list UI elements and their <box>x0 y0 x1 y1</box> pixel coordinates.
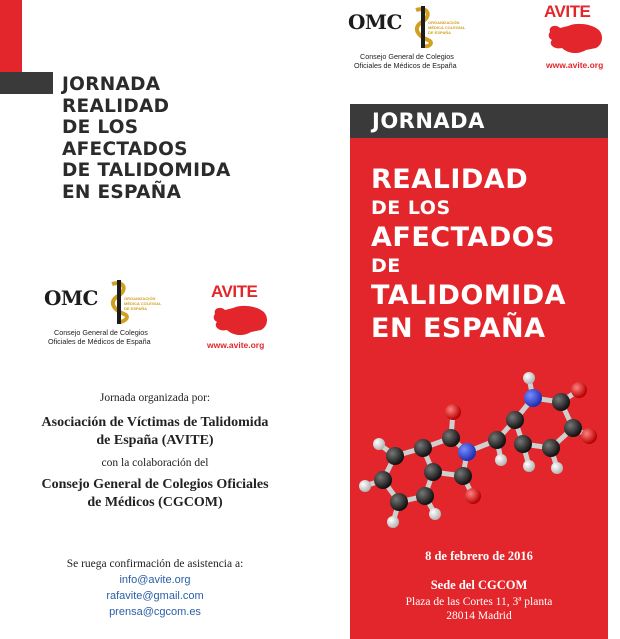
panel-title-line: DE LOS <box>371 197 451 219</box>
panel-title-line: EN ESPAÑA <box>371 313 546 344</box>
organized-by-label: Jornada organizada por: <box>99 392 211 404</box>
panel-title-line: TALIDOMIDA <box>371 280 567 311</box>
avite-figure-icon <box>209 304 273 338</box>
omc-caption-line: Consejo General de Colegios <box>360 52 454 61</box>
omc-logo-word: OMC <box>348 10 402 34</box>
omc-tagline: ORGANIZACIÓN MÉDICA COLEGIAL DE ESPAÑA <box>124 296 162 311</box>
email-link[interactable]: rafavite@gmail.com <box>106 590 204 602</box>
contact-block <box>0 558 310 620</box>
omc-logo-word: OMC <box>44 286 98 310</box>
left-title <box>62 74 231 203</box>
omc-logo-left <box>44 280 164 346</box>
left-title-line: EN ESPAÑA <box>62 181 182 203</box>
corner-red-band <box>0 0 22 72</box>
panel-title <box>371 166 566 348</box>
omc-tagline: ORGANIZACIÓN MÉDICA COLEGIAL DE ESPAÑA <box>428 20 466 35</box>
omc-logo-top <box>348 6 468 70</box>
collaborator-cgcom-line: Consejo General de Colegios Oficiales <box>41 477 269 492</box>
avite-url: www.avite.org <box>207 340 265 350</box>
left-title-line: REALIDAD <box>62 95 170 117</box>
omc-caption-line: Consejo General de Colegios <box>54 328 148 337</box>
panel-title-line: AFECTADOS <box>371 222 556 253</box>
left-title-line: AFECTADOS <box>62 138 188 160</box>
event-address-line: Plaza de las Cortes 11, 3ª planta <box>405 596 553 608</box>
omc-caption-line: Oficiales de Médicos de España <box>48 337 151 346</box>
avite-logo-word: AVITE <box>211 282 258 301</box>
avite-logo-top <box>540 2 612 70</box>
confirm-label: Se ruega confirmación de asistencia a: <box>66 558 244 570</box>
panel-title-line: DE <box>371 255 401 277</box>
avite-figure-icon <box>546 22 606 56</box>
organizers-block <box>0 392 310 512</box>
event-panel-header <box>350 104 608 138</box>
event-address-line: 28014 Madrid <box>446 610 512 622</box>
event-details <box>350 549 608 623</box>
organizer-avite-line: de España (AVITE) <box>96 433 214 448</box>
email-link[interactable]: info@avite.org <box>119 574 191 586</box>
email-link[interactable]: prensa@cgcom.es <box>109 606 201 618</box>
panel-header-label: JORNADA <box>372 109 485 133</box>
collaborator-cgcom-line: de Médicos (CGCOM) <box>87 495 223 510</box>
omc-caption-line: Oficiales de Médicos de España <box>354 61 457 70</box>
avite-logo-left <box>205 282 285 350</box>
avite-logo-word: AVITE <box>544 2 591 21</box>
thalidomide-molecule-image <box>355 368 605 536</box>
event-date: 8 de febrero de 2016 <box>425 549 533 563</box>
organizer-avite-line: Asociación de Víctimas de Talidomida <box>41 415 269 430</box>
event-venue: Sede del CGCOM <box>430 578 528 592</box>
avite-url: www.avite.org <box>546 60 604 70</box>
left-title-line: DE TALIDOMIDA <box>62 160 231 181</box>
panel-title-line: REALIDAD <box>371 164 529 195</box>
collab-label: con la colaboración del <box>101 457 209 469</box>
left-title-line: JORNADA <box>62 74 161 95</box>
left-title-line: DE LOS <box>62 117 139 138</box>
corner-dark-band <box>0 72 53 94</box>
